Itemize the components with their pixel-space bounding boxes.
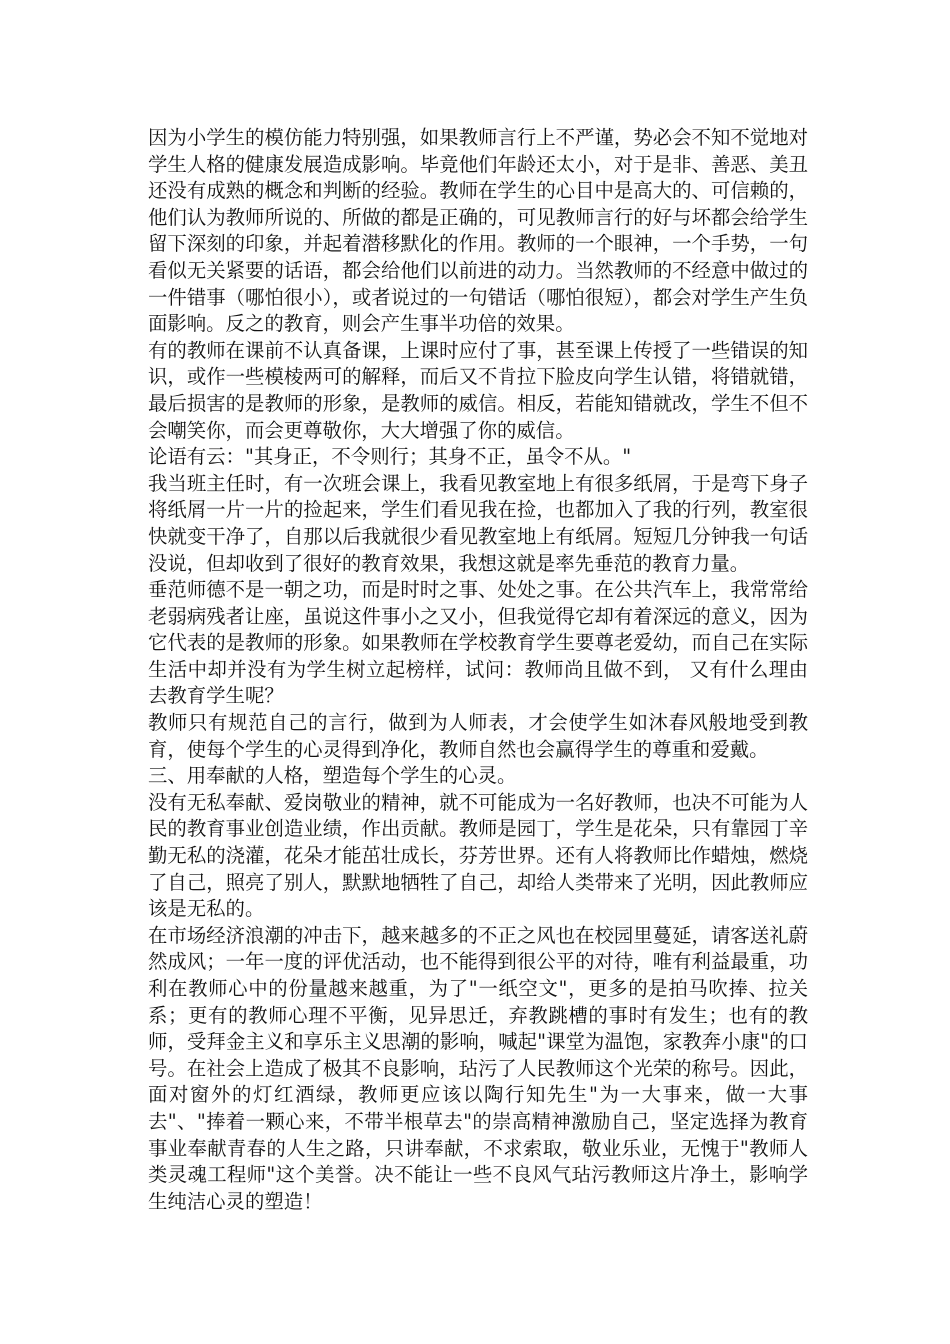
paragraph: 在市场经济浪潮的冲击下，越来越多的不正之风也在校园里蔓延，请客送礼蔚然成风；一年一度的评优活动，也不能得到很公平的对待，唯有利益最重，功利在教师心中的份量越来越重，为了"一纸空文"，更多的是拍马吹捧、拉关系；更有的教师心理不平衡，见异思迁，弃教跳槽的事时有发生；也有的教师，受拜金主义和享乐主义思潮的影响，喊起"课堂为温饱，家教奔小康"的口号。在社会上造成了极其不良影响，玷污了人民教师这个光荣的称号。因此，面对窗外的灯红酒绿，教师更应该以陶行知先生"为一大事来，做一大事去"、"捧着一颗心来，不带半根草去"的崇高精神激励自己，坚定选择为教育事业奉献青春的人生之路，只讲奉献，不求索取，敬业乐业，无愧于"教师人类灵魂工程师"这个美誉。决不能让一些不良风气玷污教师这片净土，影响学生纯洁心灵的塑造！	[148, 923, 808, 1213]
paragraph: 因为小学生的模仿能力特别强，如果教师言行上不严谨，势必会不知不觉地对学生人格的健康发展造成影响。毕竟他们年龄还太小，对于是非、善恶、美丑还没有成熟的概念和判断的经验。教师在学生的心目中是高大的、可信赖的，他们认为教师所说的、所做的都是正确的，可见教师言行的好与坏都会给学生留下深刻的印象，并起着潜移默化的作用。教师的一个眼神，一个手势，一句看似无关紧要的话语，都会给他们以前进的动力。当然教师的不经意中做过的一件错事（哪怕很小），或者说过的一句错话（哪怕很短），都会对学生产生负面影响。反之的教育，则会产生事半功倍的效果。	[148, 126, 808, 336]
document-body	[148, 125, 808, 1215]
section-heading: 三、用奉献的人格，塑造每个学生的心灵。	[148, 764, 517, 788]
quote-paragraph: 论语有云："其身正，不令则行；其身不正，虽令不从。"	[148, 445, 632, 469]
paragraph: 教师只有规范自己的言行，做到为人师表，才会使学生如沐春风般地受到教育，使每个学生的心灵得到净化，教师自然也会赢得学生的尊重和爱戴。	[148, 711, 808, 761]
paragraph: 没有无私奉献、爱岗敬业的精神，就不可能成为一名好教师，也决不可能为人民的教育事业创造业绩，作出贡献。教师是园丁，学生是花朵，只有靠园丁辛勤无私的浇灌，花朵才能茁壮成长，芬芳世界。还有人将教师比作蜡烛，燃烧了自己，照亮了别人，默默地牺牲了自己，却给人类带来了光明，因此教师应该是无私的。	[148, 790, 808, 921]
paragraph: 我当班主任时，有一次班会课上，我看见教室地上有很多纸屑，于是弯下身子将纸屑一片一片的捡起来，学生们看见我在捡，也都加入了我的行列，教室很快就变干净了，自那以后我就很少看见教室地上有纸屑。短短几分钟我一句话没说，但却收到了很好的教育效果，我想这就是率先垂范的教育力量。	[148, 471, 808, 575]
paragraph: 有的教师在课前不认真备课，上课时应付了事，甚至课上传授了一些错误的知识，或作一些模棱两可的解释，而后又不肯拉下脸皮向学生认错，将错就错，最后损害的是教师的形象，是教师的威信。相反，若能知错就改，学生不但不会嘲笑你，而会更尊敬你，大大增强了你的威信。	[148, 338, 808, 442]
paragraph: 垂范师德不是一朝之功，而是时时之事、处处之事。在公共汽车上，我常常给老弱病残者让座，虽说这件事小之又小，但我觉得它却有着深远的意义，因为它代表的是教师的形象。如果教师在学校教育学生要尊老爱幼，而自己在实际生活中却并没有为学生树立起榜样，试问：教师尚且做不到， 又有什么理由去教育学生呢？	[148, 578, 808, 708]
